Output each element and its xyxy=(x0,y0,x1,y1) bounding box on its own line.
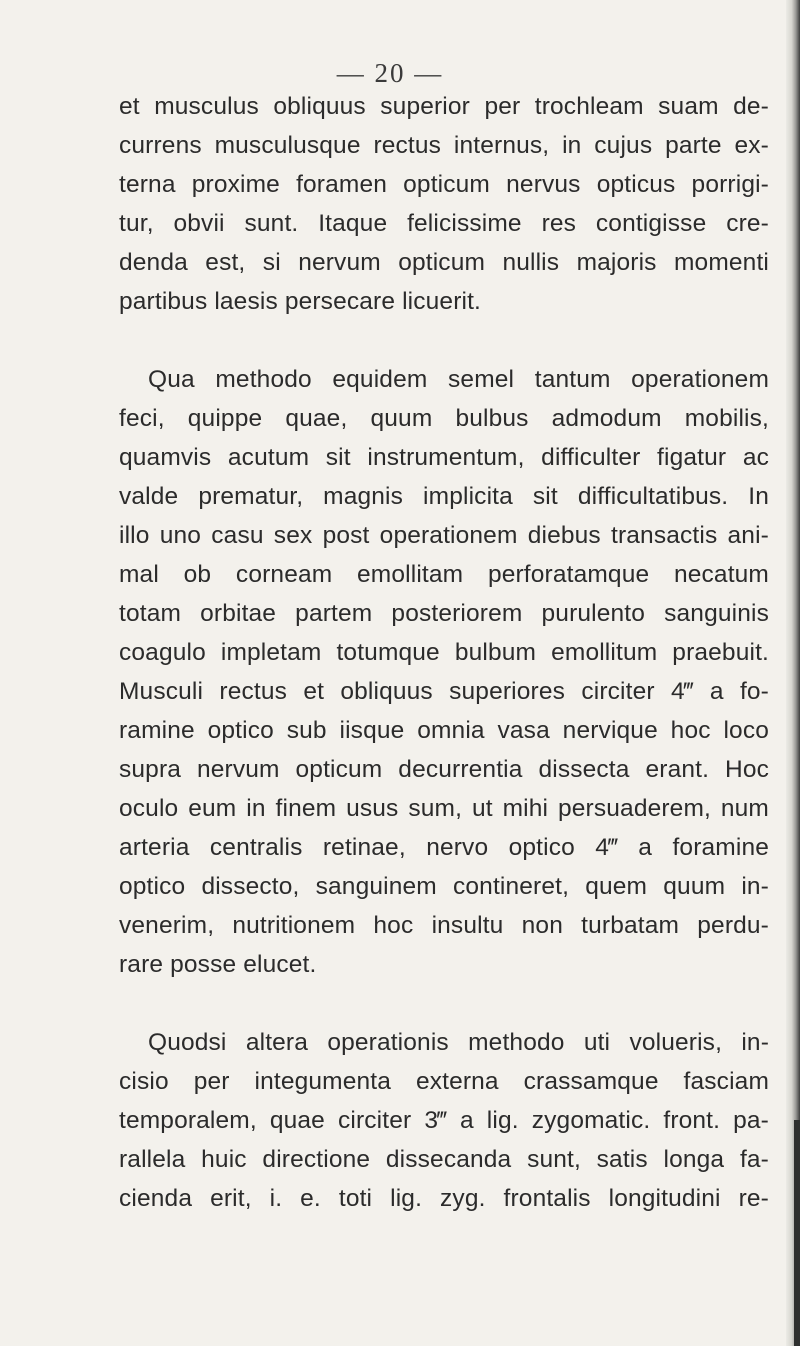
text-line: currens musculusque rectus internus, in cujus parte ex- xyxy=(119,132,769,159)
text-line: venerim, nutritionem hoc insultu non turbatam perdu- xyxy=(119,912,769,939)
text-line: oculo eum in finem usus sum, ut mihi persuaderem, num xyxy=(119,795,769,822)
paragraph xyxy=(119,87,769,321)
text-line: et musculus obliquus superior per trochleam suam de- xyxy=(119,93,769,120)
text-line: totam orbitae partem posteriorem purulento sanguinis xyxy=(119,600,769,627)
text-line: mal ob corneam emollitam perforatamque necatum xyxy=(119,561,769,588)
book-binding-edge xyxy=(786,0,800,1346)
page-number: — 20 — xyxy=(336,58,444,88)
paragraph xyxy=(119,360,769,984)
text-line: cienda erit, i. e. toti lig. zyg. frontalis longitudini re- xyxy=(119,1185,769,1212)
text-line: tur, obvii sunt. Itaque felicissime res contigisse cre- xyxy=(119,210,769,237)
text-line: arteria centralis retinae, nervo optico 4‴ a foramine xyxy=(119,834,769,861)
text-line: valde prematur, magnis implicita sit difficultatibus. In xyxy=(119,483,769,510)
text-line: Musculi rectus et obliquus superiores circiter 4‴ a fo- xyxy=(119,678,769,705)
text-line: denda est, si nervum opticum nullis majoris momenti xyxy=(119,249,769,276)
text-line: ramine optico sub iisque omnia vasa nervique hoc loco xyxy=(119,717,769,744)
text-line: terna proxime foramen opticum nervus opticus porrigi- xyxy=(119,171,769,198)
paragraph xyxy=(119,1023,769,1218)
text-line: Quodsi altera operationis methodo uti volueris, in- xyxy=(148,1029,769,1056)
text-line: supra nervum opticum decurrentia dissecta erant. Hoc xyxy=(119,756,769,783)
paragraph-gap xyxy=(119,984,769,1023)
text-line: temporalem, quae circiter 3‴ a lig. zygomatic. front. pa- xyxy=(119,1107,769,1134)
text-line: partibus laesis persecare licuerit. xyxy=(119,288,482,315)
paragraph-gap xyxy=(119,321,769,360)
text-line: rallela huic directione dissecanda sunt, satis longa fa- xyxy=(119,1146,769,1173)
text-line: feci, quippe quae, quum bulbus admodum mobilis, xyxy=(119,405,769,432)
text-line: rare posse elucet. xyxy=(119,951,317,978)
text-line: Qua methodo equidem semel tantum operationem xyxy=(148,366,769,393)
body-text xyxy=(119,87,769,1218)
text-line: quamvis acutum sit instrumentum, difficulter figatur ac xyxy=(119,444,769,471)
text-line: coagulo impletam totumque bulbum emollitum praebuit. xyxy=(119,639,769,666)
text-line: illo uno casu sex post operationem diebus transactis ani- xyxy=(119,522,769,549)
text-line: optico dissecto, sanguinem contineret, quem quum in- xyxy=(119,873,769,900)
text-line: cisio per integumenta externa crassamque fasciam xyxy=(119,1068,769,1095)
